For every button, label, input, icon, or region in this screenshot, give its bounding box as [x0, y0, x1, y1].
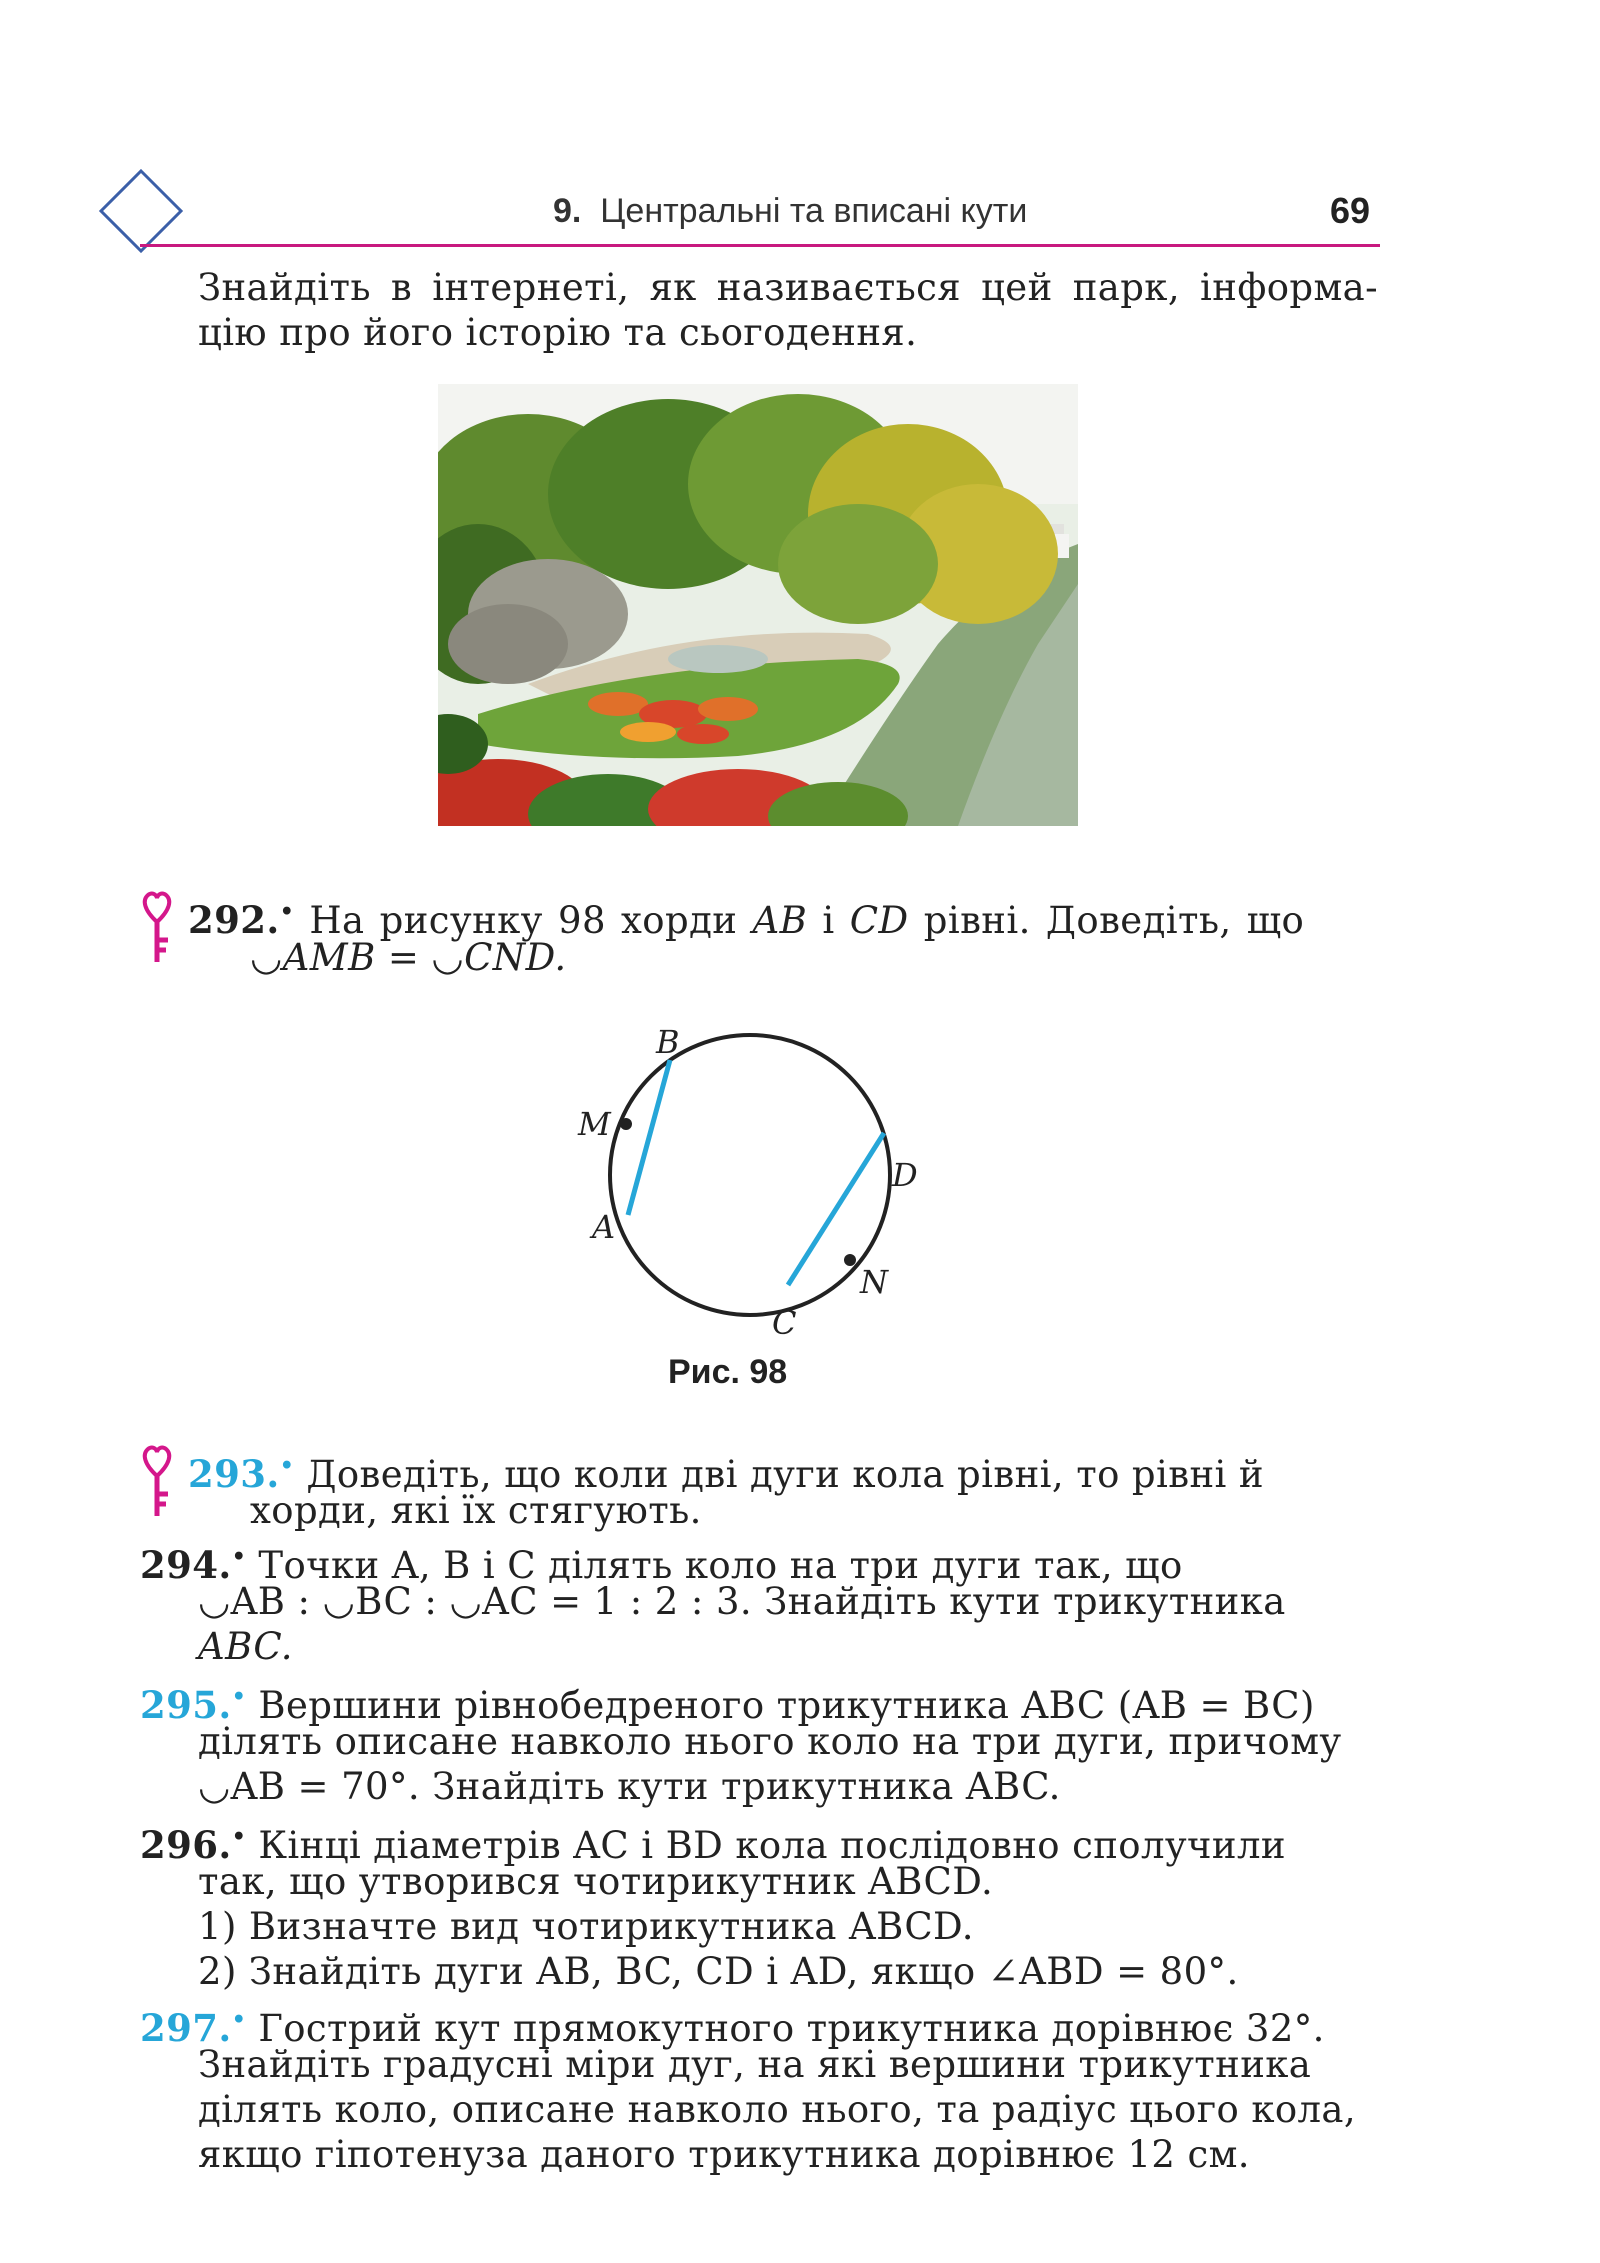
problem-294-line-3: ABC.	[198, 1625, 293, 1668]
label-N: N	[860, 1263, 888, 1301]
problem-296-line-2: так, що утворився чотирикутник ABCD.	[198, 1860, 994, 1903]
problem-297-line-4: якщо гіпотенуза даного трикутника дорівнює 12 см.	[198, 2133, 1250, 2176]
problem-293-line-1: 293.• Доведіть, що коли дві дуги кола рівні, то рівні й	[188, 1452, 1264, 1496]
page-number: 69	[1330, 190, 1371, 231]
problem-295-line-3: ◡AB = 70°. Знайдіть кути трикутника ABC.	[198, 1765, 1061, 1808]
problem-293-line-2: хорди, які їх стягують.	[250, 1489, 702, 1532]
label-C: C	[772, 1304, 797, 1340]
header-rule	[140, 244, 1380, 247]
problem-297-line-1: 297.• Гострий кут прямокутного трикутника дорівнює 32°.	[140, 2006, 1325, 2050]
problem-296-line-3: 1) Визначте вид чотирикутника ABCD.	[198, 1905, 974, 1948]
intro-line-1: Знайдіть в інтернеті, як називається цей парк, інформа-	[198, 266, 1378, 309]
problem-294-line-2: ◡AB : ◡BC : ◡AC = 1 : 2 : 3. Знайдіть кути трикутника	[198, 1580, 1286, 1623]
label-D: D	[892, 1156, 918, 1194]
section-title: 9. Центральні та вписані кути	[553, 192, 1028, 230]
problem-295-line-2: ділять описане навколо нього коло на три дуги, причому	[198, 1720, 1342, 1763]
key-icon	[140, 1442, 174, 1518]
problem-297-line-3: ділять коло, описане навколо нього, та радіус цього кола,	[198, 2088, 1357, 2131]
label-A: A	[592, 1208, 616, 1246]
circle-figure	[560, 1010, 920, 1340]
label-M: M	[578, 1105, 611, 1143]
problem-294-line-1: 294.• Точки A, B і C ділять коло на три дуги так, що	[140, 1543, 1183, 1587]
key-icon	[140, 888, 174, 964]
park-photo	[438, 384, 1078, 826]
figure-caption: Рис. 98	[668, 1353, 788, 1391]
problem-297-line-2: Знайдіть градусні міри дуг, на які вершини трикутника	[198, 2043, 1312, 2086]
problem-292-line-1: 292.• На рисунку 98 хорди AB і CD рівні. Доведіть, що	[188, 898, 1305, 942]
problem-292-line-2: ◡AMB = ◡CND.	[250, 936, 567, 979]
diamond-icon	[98, 168, 184, 254]
problem-295-line-1: 295.• Вершини рівнобедреного трикутника ABC (AB = BC)	[140, 1683, 1315, 1727]
label-B: B	[656, 1023, 680, 1061]
intro-line-2: цію про його історію та сьогодення.	[198, 311, 918, 354]
problem-296-line-4: 2) Знайдіть дуги AB, BC, CD і AD, якщо ∠ABD = 80°.	[198, 1950, 1239, 1993]
problem-296-line-1: 296.• Кінці діаметрів AC і BD кола послідовно сполучили	[140, 1823, 1286, 1867]
